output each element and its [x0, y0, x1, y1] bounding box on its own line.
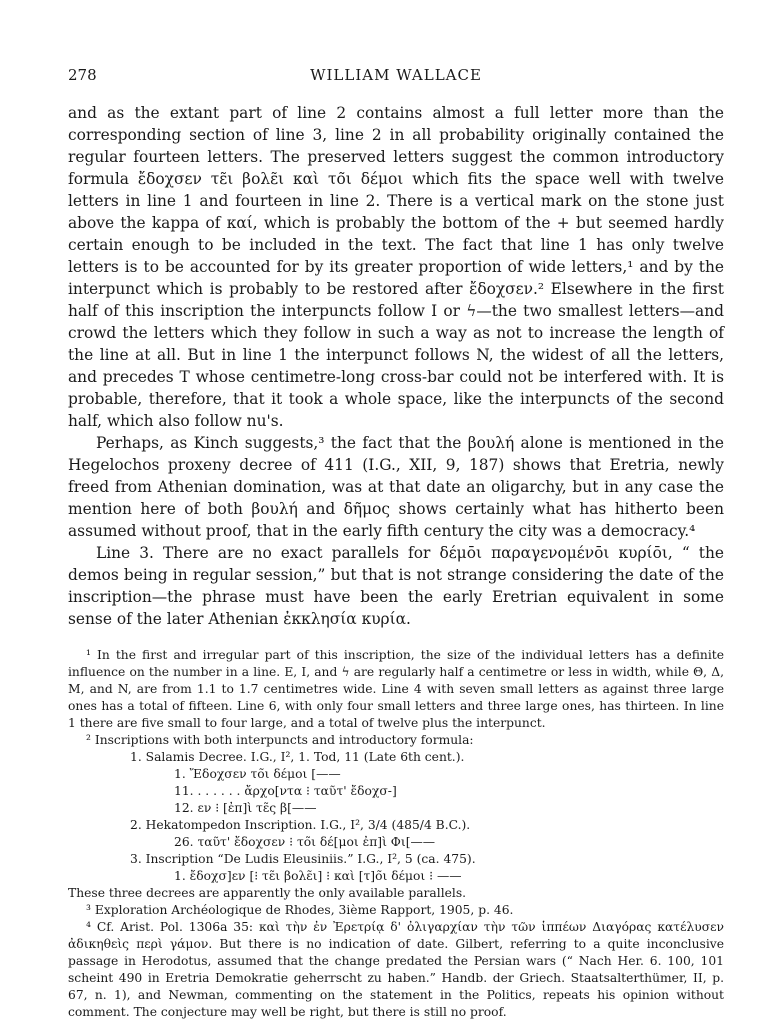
- footnotes: [68, 647, 724, 1021]
- page-number: 278: [68, 66, 97, 84]
- paragraph-1: and as the extant part of line 2 contains almost a full letter more than the corresponding section of line 3, line 2 in all probability originally contained the regular fourteen letters. The preserved letters suggest the common introductory formula ἔδοχσεν τε̃ι βολε̃ι καὶ το̃ι δέμοι which fits the space well with twelve letters in line 1 and fourteen in line 2. There is a vertical mark on the stone just above the kappa of καί, which is probably the bottom of the + but seemed hardly certain enough to be included in the text. The fact that line 1 has only twelve letters is to be accounted for by its greater proportion of wide letters,¹ and by the interpunct which is probably to be restored after ἔδοχσεν.² Elsewhere in the first half of this inscription the interpuncts follow I or ϟ—the two smallest letters—and crowd the letters which they follow in such a way as not to increase the length of the line at all. But in line 1 the interpunct follows N, the widest of all the letters, and precedes T whose centimetre-long cross-bar could not be interfered with. It is probable, therefore, that it took a whole space, like the interpuncts of the second half, which also follow nu's.: [68, 104, 724, 430]
- footnote-2-item-3: 3. Inscription “De Ludis Eleusiniis.” I.G., I², 5 (ca. 475).: [130, 852, 476, 866]
- footnote-2-line-1c: 12. εν ⁝ [ἐπ]ὶ τε̃ς β[——: [174, 801, 317, 815]
- main-text: [68, 102, 724, 630]
- footnote-2-line-2a: 26. ταῦτ' ἔδοχσεν ⁝ το̃ι δέ[μοι ἐπ]ὶ Φι[——: [174, 835, 436, 849]
- paragraph-2: Perhaps, as Kinch suggests,³ the fact that the βουλή alone is mentioned in the Hegelochos proxeny decree of 411 (I.G., XII, 9, 187) shows that Eretria, newly freed from Athenian domination, was at that date an oligarchy, but in any case the mention here of both βουλή and δη̃μος shows certainly what has hitherto been assumed without proof, that in the early fifth century the city was a democracy.⁴: [68, 434, 724, 540]
- footnote-4: ⁴ Cf. Arist. Pol. 1306a 35: καὶ τὴν ἐν Ἐρετρίᾳ δ' ὀλιγαρχίαν τὴν τῶν ἱππέων Διαγόρας κατέλυσεν ἀδικηθεὶς περὶ γάμον. But there is no indication of date. Gilbert, referring to a quite inconclusive passage in Herodotus, assumed that the change predated the Persian wars (“ Nach Her. 6. 100, 101 scheint 490 in Eretria Demokratie geherrscht zu haben.” Handb. der Griech. Staatsalterthümer, II, p. 67, n. 1), and Newman, commenting on the statement in the Politics, repeats his opinion without comment. The conjecture may well be right, but there is still no proof.: [68, 920, 724, 1019]
- footnote-2: ² Inscriptions with both interpuncts and introductory formula:: [86, 733, 474, 747]
- footnote-2-item-2: 2. Hekatompedon Inscription. I.G., I², 3/4 (485/4 B.C.).: [130, 818, 471, 832]
- footnote-2-line-3a: 1. ἔδοχσ]εν [⁝ τε̃ι βολε̃ι] ⁝ καὶ [τ]ο̃ι δέμοι ⁝ ——: [174, 869, 462, 883]
- running-header: [68, 66, 724, 88]
- footnote-3: ³ Exploration Archéologique de Rhodes, 3ième Rapport, 1905, p. 46.: [86, 903, 514, 917]
- running-title: WILLIAM WALLACE: [310, 66, 482, 84]
- footnote-2-line-1a: 1. Ἔδοχσεν το̃ι δέμοι [——: [174, 767, 341, 781]
- footnote-1: ¹ In the first and irregular part of this inscription, the size of the individual letters has a definite influence on the number in a line. E, I, and ϟ are regularly half a centimetre or less in width, while Θ, Δ, M, and N, are from 1.1 to 1.7 centimetres wide. Line 4 with seven small letters as against three large ones has a total of fifteen. Line 6, with only four small letters and three large ones, has thirteen. In line 1 there are five small to four large, and a total of twelve plus the interpunct.: [68, 648, 724, 730]
- footnote-2-conclusion: These three decrees are apparently the only available parallels.: [68, 886, 467, 900]
- paragraph-3: Line 3. There are no exact parallels for δέμōι παραγενομένōι κυρίōι, “ the demos being in regular session,” but that is not strange considering the date of the inscription—the phrase must have been the early Eretrian equivalent in some sense of the later Athenian ἐκκλησία κυρία.: [68, 544, 724, 628]
- footnote-2-item-1: 1. Salamis Decree. I.G., I², 1. Tod, 11 (Late 6th cent.).: [130, 750, 465, 764]
- footnote-2-line-1b: 11. . . . . . . ἄρχο[ντα ⁝ ταῦτ' ἔδοχσ-]: [174, 784, 397, 798]
- page: [68, 66, 724, 1021]
